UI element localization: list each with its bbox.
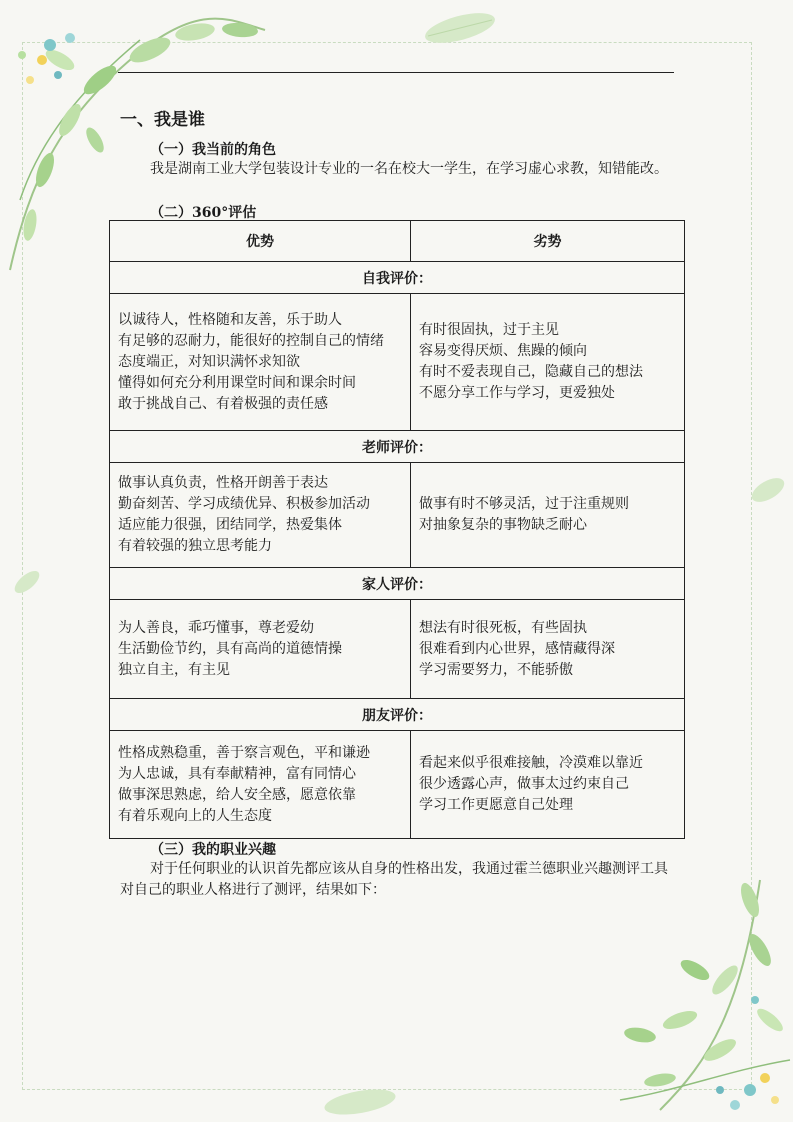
leaf-decoration-bottom-center — [320, 1085, 400, 1120]
table-row — [110, 463, 685, 568]
group-label-friends: 朋友评价： — [110, 699, 685, 731]
strengths-cell — [110, 731, 411, 839]
leaf-decoration-right — [748, 470, 788, 510]
interest-paragraph: 对于任何职业的认识首先都应该从自身的性格出发，我通过霍兰德职业兴趣测评工具对自己的职业人格进行了测评，结果如下： — [120, 861, 668, 898]
list-item: 学习需要努力，不能骄傲 — [419, 661, 573, 678]
list-item: 对抽象复杂的事物缺乏耐心 — [419, 517, 587, 533]
list-item: 想法有时很死板，有些固执 — [419, 619, 587, 636]
list-item: 为人善良，乖巧懂事，尊老爱幼 — [118, 619, 314, 636]
group-label-row — [110, 262, 685, 294]
section-title-360: （二）360°评估 — [150, 205, 257, 221]
page-heading: 一、我是谁 — [120, 110, 205, 130]
strengths-cell — [110, 600, 411, 699]
role-paragraph: 我是湖南工业大学包装设计专业的一名在校大一学生，在学习虚心求教，知错能改。 — [150, 161, 668, 177]
list-item: 有时很固执，过于主见 — [419, 322, 559, 338]
list-item: 有着较强的独立思考能力 — [118, 538, 272, 554]
leaf-decoration-left — [10, 565, 45, 600]
strengths-cell — [110, 294, 411, 431]
strengths-cell — [110, 463, 411, 568]
weaknesses-cell — [411, 463, 685, 568]
group-label-teacher: 老师评价： — [110, 431, 685, 463]
group-label-self: 自我评价： — [110, 262, 685, 294]
list-item: 不愿分享工作与学习，更爱独处 — [419, 385, 615, 401]
list-item: 很少透露心声，做事太过约束自己 — [419, 776, 629, 792]
list-item: 勤奋刻苦、学习成绩优异、积极参加活动 — [118, 496, 370, 512]
list-item: 生活勤俭节约，具有高尚的道德情操 — [118, 640, 342, 657]
table-row — [110, 731, 685, 839]
list-item: 敢于挑战自己、有着极强的责任感 — [118, 395, 328, 412]
list-item: 做事认真负责，性格开朗善于表达 — [118, 475, 328, 491]
list-item: 适应能力很强，团结同学，热爱集体 — [118, 517, 342, 533]
table-header-row — [110, 221, 685, 262]
list-item: 做事有时不够灵活，过于注重规则 — [419, 496, 629, 512]
list-item: 学习工作更愿意自己处理 — [419, 797, 573, 813]
list-item: 有着乐观向上的人生态度 — [118, 807, 272, 824]
list-item: 有足够的忍耐力，能很好的控制自己的情绪 — [118, 332, 384, 349]
list-item: 容易变得厌烦、焦躁的倾向 — [419, 343, 587, 359]
group-label-row — [110, 699, 685, 731]
weaknesses-cell — [411, 731, 685, 839]
list-item: 以诚待人，性格随和友善，乐于助人 — [118, 311, 342, 328]
table-row — [110, 600, 685, 699]
list-item: 有时不爱表现自己，隐藏自己的想法 — [419, 364, 643, 380]
list-item: 做事深思熟虑，给人安全感，愿意依靠 — [118, 786, 356, 803]
list-item: 懂得如何充分利用课堂时间和课余时间 — [118, 374, 356, 391]
column-header-weaknesses: 劣势 — [411, 221, 685, 262]
group-label-row — [110, 431, 685, 463]
section-title-role: （一）我当前的角色 — [150, 142, 276, 158]
weaknesses-cell — [411, 294, 685, 431]
list-item: 独立自主，有主见 — [118, 661, 230, 678]
group-label-row — [110, 568, 685, 600]
list-item: 很难看到内心世界，感情藏得深 — [419, 640, 615, 657]
section-title-interest: （三）我的职业兴趣 — [150, 842, 276, 858]
weaknesses-cell — [411, 600, 685, 699]
list-item: 性格成熟稳重，善于察言观色，平和谦逊 — [118, 744, 370, 761]
list-item: 为人忠诚，具有奉献精神，富有同情心 — [118, 765, 356, 782]
list-item: 看起来似乎很难接触，冷漠难以靠近 — [419, 755, 643, 771]
group-label-family: 家人评价： — [110, 568, 685, 600]
header-rule — [118, 72, 674, 73]
table-row — [110, 294, 685, 431]
evaluation-table — [109, 220, 685, 839]
column-header-strengths: 优势 — [110, 221, 411, 262]
leaf-decoration-top-center — [420, 8, 500, 48]
list-item: 态度端正，对知识满怀求知欲 — [118, 353, 300, 370]
